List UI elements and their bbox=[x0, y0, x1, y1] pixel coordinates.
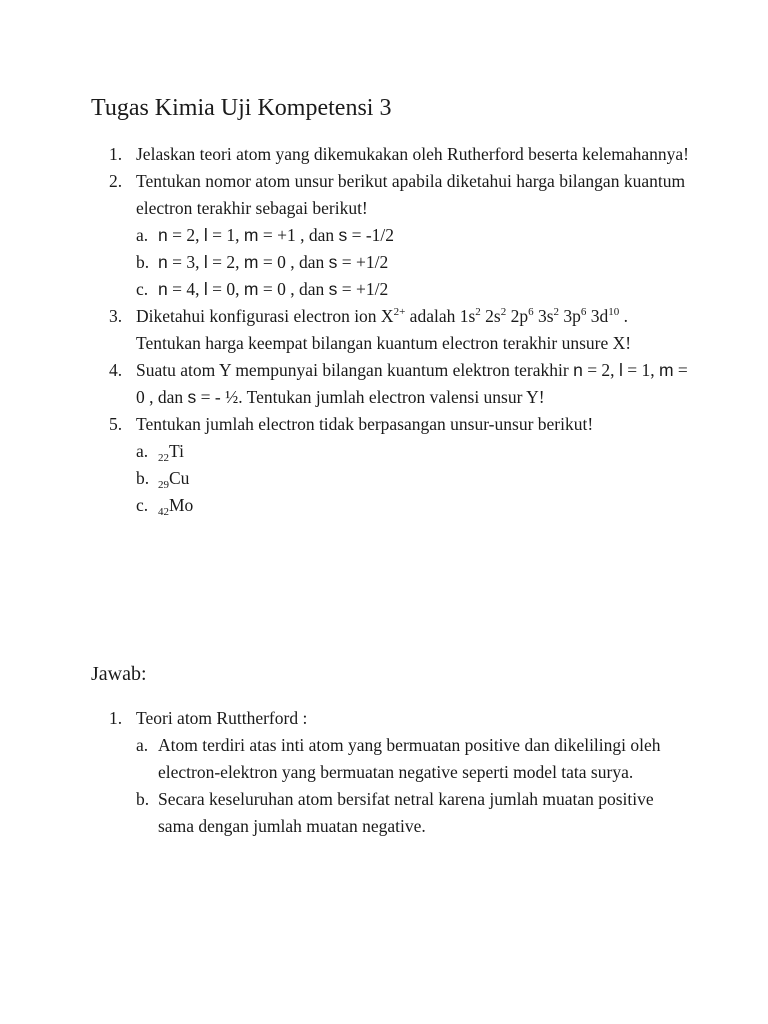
quantum-n-symbol: n bbox=[158, 252, 168, 272]
question-text: Tentukan jumlah electron tidak berpasangan unsur-unsur berikut! bbox=[136, 414, 594, 434]
quantum-m-symbol: m bbox=[243, 225, 259, 245]
electron-count: 6 bbox=[580, 306, 587, 318]
question-text: Suatu atom Y mempunyai bilangan kuantum elektron terakhir bbox=[136, 360, 574, 380]
sub-item-b bbox=[136, 249, 691, 276]
sub-item-b bbox=[136, 786, 691, 840]
sub-item-c bbox=[136, 492, 691, 519]
quantum-s-symbol: s bbox=[328, 252, 338, 272]
quantum-s-symbol: s bbox=[328, 279, 338, 299]
question-1 bbox=[91, 141, 691, 168]
sub-list bbox=[136, 222, 691, 303]
question-text: = - ½. Tentukan jumlah electron valensi unsur Y! bbox=[196, 387, 545, 407]
ion-charge: 2+ bbox=[393, 306, 406, 318]
question-number: 2. bbox=[109, 171, 123, 191]
element-symbol: Cu bbox=[169, 468, 190, 488]
sub-letter: c. bbox=[136, 279, 149, 299]
atomic-number: 42 bbox=[158, 506, 169, 518]
config-text: 2p bbox=[506, 306, 529, 326]
answer-text: Atom terdiri atas inti atom yang bermuatan positive dan dikelilingi oleh electron-elektron yang bermuatan negative seperti model tata surya. bbox=[158, 735, 661, 782]
sub-letter: a. bbox=[136, 441, 149, 461]
quantum-n-value: = 4, bbox=[167, 279, 204, 299]
quantum-l-value: = 0, bbox=[207, 279, 244, 299]
config-text: 3d bbox=[586, 306, 609, 326]
quantum-n-symbol: n bbox=[158, 279, 168, 299]
quantum-m-symbol: m bbox=[658, 360, 674, 380]
sub-list bbox=[136, 732, 691, 840]
quantum-m-value: = 0 , dan bbox=[258, 252, 329, 272]
question-number: 3. bbox=[109, 306, 123, 326]
quantum-s-value: = -1/2 bbox=[347, 225, 395, 245]
quantum-m-symbol: m bbox=[243, 279, 259, 299]
electron-count: 10 bbox=[608, 306, 620, 318]
sub-letter: c. bbox=[136, 495, 149, 515]
question-3 bbox=[91, 303, 691, 357]
quantum-m-value: = 0 , dan bbox=[136, 360, 688, 407]
answer-text: Secara keseluruhan atom bersifat netral karena jumlah muatan positive sama dengan jumlah muatan negative. bbox=[158, 789, 654, 836]
answer-1 bbox=[91, 705, 691, 840]
quantum-m-value: = 0 , dan bbox=[258, 279, 329, 299]
question-text: Tentukan nomor atom unsur berikut apabila diketahui harga bilangan kuantum electron terakhir sebagai berikut! bbox=[136, 171, 686, 218]
sub-item-a bbox=[136, 222, 691, 249]
quantum-s-symbol: s bbox=[338, 225, 348, 245]
answer-number: 1. bbox=[109, 708, 123, 728]
sub-item-a bbox=[136, 732, 691, 786]
quantum-s-symbol: s bbox=[187, 387, 197, 407]
answer-text: Teori atom Ruttherford : bbox=[136, 708, 308, 728]
quantum-l-value: = 2, bbox=[207, 252, 244, 272]
sub-letter: b. bbox=[136, 252, 150, 272]
quantum-l-symbol: l bbox=[618, 360, 623, 380]
quantum-l-value: = 1, bbox=[622, 360, 659, 380]
quantum-s-value: = +1/2 bbox=[337, 252, 389, 272]
quantum-s-value: = +1/2 bbox=[337, 279, 389, 299]
quantum-l-symbol: l bbox=[203, 225, 208, 245]
config-text: 2s bbox=[480, 306, 501, 326]
answer-heading: Jawab: bbox=[91, 663, 147, 685]
quantum-n-symbol: n bbox=[573, 360, 583, 380]
sub-item-a bbox=[136, 438, 691, 465]
config-text: adalah 1s bbox=[405, 306, 476, 326]
electron-count: 6 bbox=[528, 306, 534, 318]
question-text: Diketahui konfigurasi electron ion X bbox=[136, 306, 394, 326]
electron-count: 2 bbox=[475, 306, 481, 318]
electron-count: 2 bbox=[500, 306, 507, 318]
question-2 bbox=[91, 168, 691, 303]
sub-letter: b. bbox=[136, 789, 150, 809]
config-text: 3s bbox=[533, 306, 554, 326]
quantum-l-symbol: l bbox=[203, 252, 208, 272]
atomic-number: 22 bbox=[158, 452, 169, 464]
question-text: . Tentukan harga keempat bilangan kuantum electron terakhir unsure X! bbox=[136, 306, 632, 353]
config-text: 3p bbox=[559, 306, 581, 326]
quantum-n-value: = 2, bbox=[167, 225, 204, 245]
sub-list bbox=[136, 438, 691, 519]
sub-letter: a. bbox=[136, 225, 149, 245]
sub-letter: a. bbox=[136, 735, 149, 755]
quantum-n-symbol: n bbox=[158, 225, 168, 245]
element-symbol: Mo bbox=[169, 495, 194, 515]
question-5 bbox=[91, 411, 691, 519]
atomic-number: 29 bbox=[158, 479, 169, 491]
quantum-l-value: = 1, bbox=[207, 225, 244, 245]
quantum-n-value: = 2, bbox=[582, 360, 619, 380]
quantum-n-value: = 3, bbox=[167, 252, 204, 272]
question-number: 5. bbox=[109, 414, 123, 434]
question-text: Jelaskan teori atom yang dikemukakan oleh Rutherford beserta kelemahannya! bbox=[136, 144, 689, 164]
page-title: Tugas Kimia Uji Kompetensi 3 bbox=[91, 95, 392, 121]
question-list bbox=[91, 141, 691, 519]
question-4 bbox=[91, 357, 691, 411]
question-number: 4. bbox=[109, 360, 123, 380]
sub-item-b bbox=[136, 465, 691, 492]
electron-count: 2 bbox=[553, 306, 560, 318]
quantum-m-value: = +1 , dan bbox=[258, 225, 339, 245]
element-symbol: Ti bbox=[169, 441, 184, 461]
sub-letter: b. bbox=[136, 468, 150, 488]
answer-list bbox=[91, 705, 691, 840]
quantum-m-symbol: m bbox=[243, 252, 259, 272]
question-number: 1. bbox=[109, 144, 123, 164]
sub-item-c bbox=[136, 276, 691, 303]
quantum-l-symbol: l bbox=[203, 279, 208, 299]
